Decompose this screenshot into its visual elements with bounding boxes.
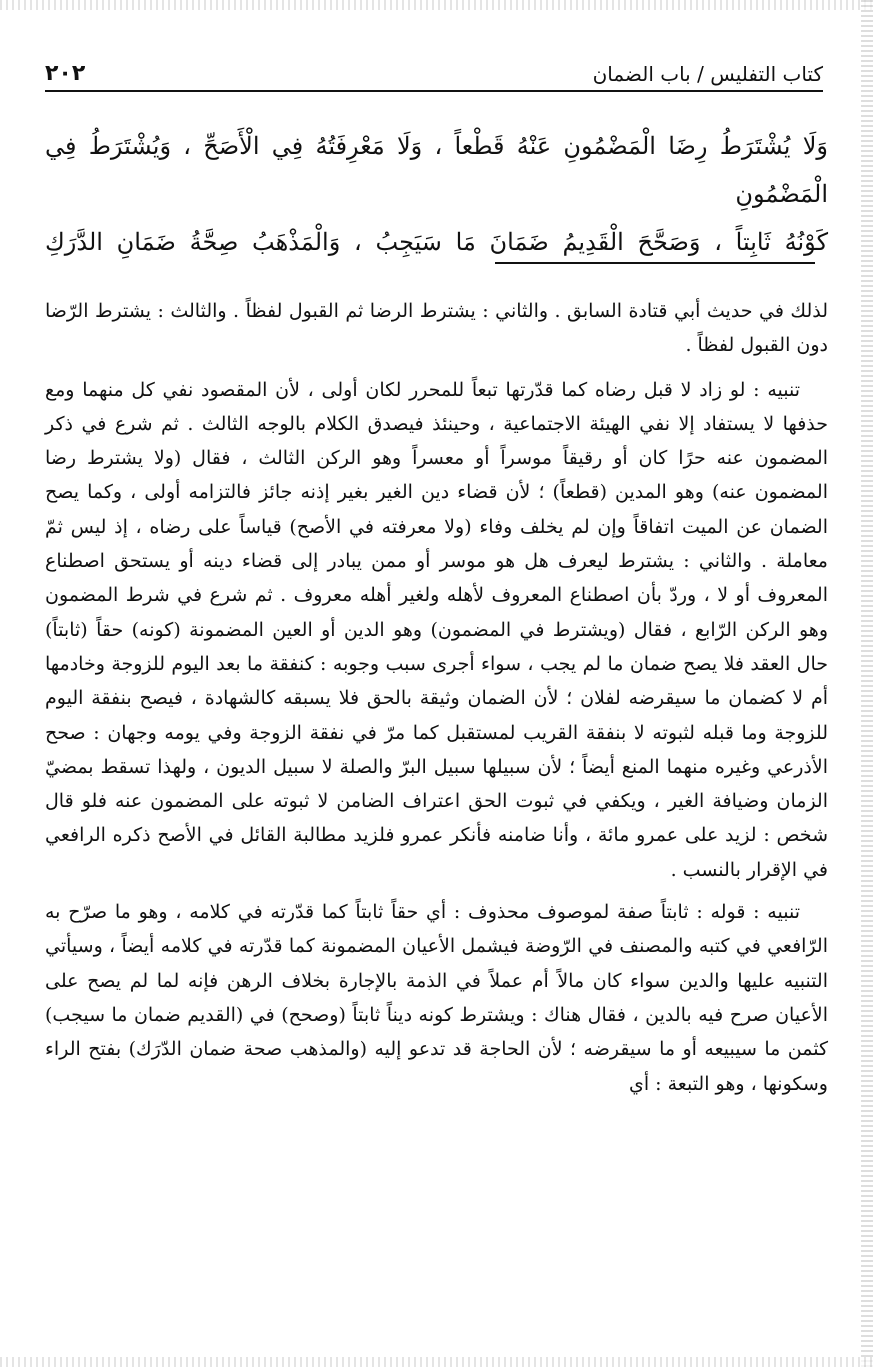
main-text bbox=[45, 122, 828, 266]
commentary-paragraph-1: لذلك في حديث أبي قتادة السابق . والثاني : يشترط الرضا ثم القبول لفظاً . والثالث : يشترط الرّضا دون القبول لفظاً . bbox=[45, 300, 828, 357]
commentary-paragraph-2: تنبيه : لو زاد لا قبل رضاه كما قدّرتها تبعاً للمحرر لكان أولى ، لأن المقصود نفي كل منهما ومع حذفها لا يستفاد إلا نفي الهيئة الاجتماعية ، وحينئذ فيصدق الكلام بالوجه الثالث . ثم شرع في ذكر المضمون عنه حرًا كان أو رقيقاً موسراً أو معسراً وهو الركن الثالث ، فقال (ولا يشترط رضا المضمون عنه) وهو المدين (قطعاً) ؛ لأن قضاء دين الغير بغير إذنه جائز فالتزامه أولى ، وكما يصح الضمان عن الميت اتفاقاً وإن لم يخلف وفاء (ولا معرفته في الأصح) قياساً على رضاه ، إذ ليس ثمّ معاملة . والثاني : يشترط ليعرف هل هو موسر أو ممن يبادر إلى قضاء دينه أو يستحق اصطناع المعروف أو لا ، وردّ بأن اصطناع المعروف لأهله ولغير أهله معروف . ثم شرع في شرط المضمون وهو الركن الرّابع ، فقال (ويشترط في المضمون) وهو الدين أو العين المضمونة (كونه) حقاً (ثابتاً) حال العقد فلا يصح ضمان ما لم يجب ، سواء أجرى سبب وجوبه : كنفقة ما بعد اليوم للزوجة وخادمها أم لا كضمان ما سيقرضه لفلان ؛ لأن الضمان وثيقة بالحق فلا يسبقه كالشهادة ، فيصح بنفقة اليوم للزوجة وما قبله لثبوته لا بنفقة القريب لمستقبل كما مرّ في نفقة الزوجة وفي يومه وجهان : صحح الأذرعي وغيره منهما المنع أيضاً ؛ لأن سبيلها سبيل البرّ والصلة لا سبيل الديون ، ولهذا تسقط بمضيّ الزمان وضيافة الغير ، ويكفي في ثبوت الحق اعتراف الضامن لا ثبوته على المضمون عنه فلو قال شخص : لزيد على عمرو مائة ، وأنا ضامنه فأنكر عمرو فلزيد مطالبة القائل في الأصح ذكره الرافعي في الإقرار بالنسب . bbox=[45, 378, 828, 881]
main-text-line-1: وَلَا يُشْتَرَطُ رِضَا الْمَضْمُونِ عَنْهُ قَطْعاً ، وَلَا مَعْرِفَتُهُ فِي الْأَصَحِّ ، وَيُشْتَرَطُ فِي الْمَضْمُونِ bbox=[45, 132, 828, 208]
running-title: كتاب التفليس / باب الضمان bbox=[592, 62, 823, 86]
page-header bbox=[45, 56, 823, 92]
page-number: ٢٠٢ bbox=[45, 61, 86, 86]
scan-edge-top bbox=[0, 0, 873, 10]
commentary-paragraph-3: تنبيه : قوله : ثابتاً صفة لموصوف محذوف : أي حقاً ثابتاً كما قدّرته في كلامه ، وهو ما صرّح به الرّافعي في كتبه والمصنف في الرّوضة فيشمل الأعيان المضمونة كما قدّرته في كلامه أيضاً ، وسيأتي التنبيه عليها والدين سواء كان مالاً أم عملاً في الذمة بالإجارة بخلاف الرهن فإنه لما لم يصح على الأعيان صرح فيه بالدين ، فقال هناك : ويشترط كونه ديناً ثابتاً (وصحح) في (القديم ضمان ما سيجب) كثمن ما سيبيعه أو ما سيقرضه ؛ لأن الحاجة قد تدعو إليه (والمذهب صحة ضمان الدّرَك) بفتح الراء وسكونها ، وهو التبعة : أي bbox=[45, 901, 828, 1095]
scan-edge-bottom bbox=[0, 1357, 873, 1367]
separator-rule bbox=[495, 262, 815, 264]
commentary-text bbox=[45, 294, 828, 1109]
main-text-line-2: كَوْنُهُ ثَابِتاً ، وَصَحَّحَ الْقَدِيمُ ضَمَانَ مَا سَيَجِبُ ، وَالْمَذْهَبُ صِحَّةُ ضَمَانِ الدَّرَكِ bbox=[45, 228, 828, 256]
scan-edge-right bbox=[861, 0, 873, 1367]
